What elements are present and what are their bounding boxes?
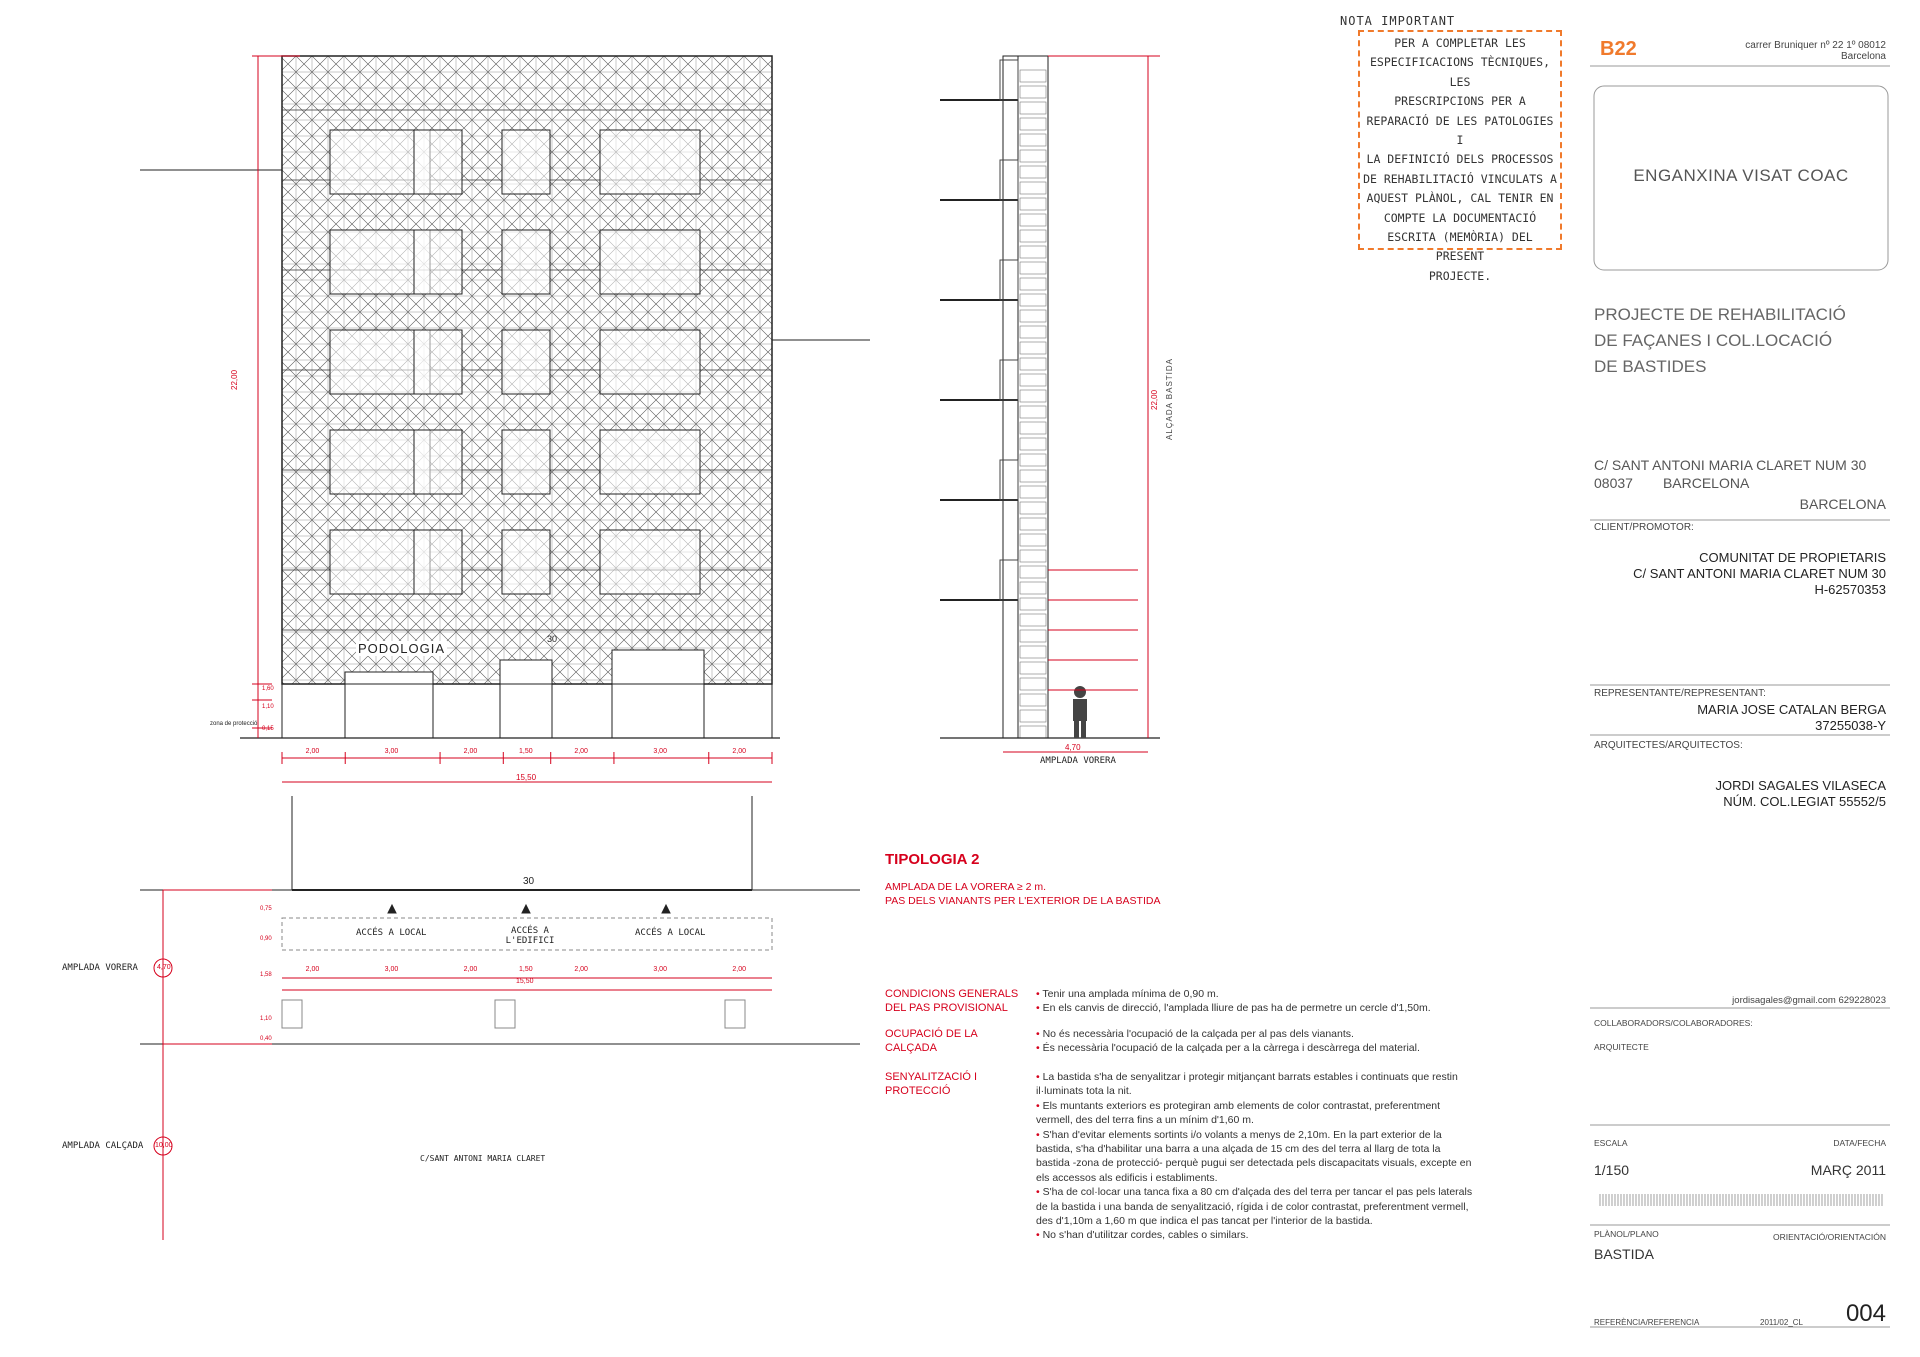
scaffold-module bbox=[1020, 262, 1046, 274]
representative-name: MARIA JOSE CATALAN BERGA bbox=[1697, 702, 1886, 717]
tipologia-subtitle-line: AMPLADA DE LA VORERA ≥ 2 m. bbox=[885, 881, 1046, 893]
road-width-label: AMPLADA CALÇADA bbox=[62, 1141, 144, 1151]
note-line: PRESCRIPCIONS PER A bbox=[1394, 94, 1526, 109]
elevation-height-dim: 22,00 bbox=[230, 369, 239, 390]
site-city-right: BARCELONA bbox=[1799, 496, 1886, 512]
scaffold-module bbox=[1020, 294, 1046, 306]
window bbox=[414, 130, 462, 194]
date-label: DATA/FECHA bbox=[1833, 1138, 1886, 1148]
condition-item: • No s'han d'utilitzar cordes, cables o similars. bbox=[1036, 1228, 1476, 1242]
plan-segment-dim: 2,00 bbox=[463, 966, 478, 973]
scaffold-module bbox=[1020, 582, 1046, 594]
condition-item: • Els muntants exteriors es protegiran amb elements de color contrastat, preferentment vermell, des del terra fins a un mínim d'1,60 m. bbox=[1036, 1099, 1476, 1128]
window bbox=[502, 430, 550, 494]
window bbox=[502, 230, 550, 294]
plan-building-number: 30 bbox=[523, 876, 535, 887]
scaffold-module bbox=[1020, 246, 1046, 258]
reference-label: REFERÈNCIA/REFERENCIA bbox=[1594, 1318, 1700, 1327]
window bbox=[600, 330, 700, 394]
site-zip: 08037 bbox=[1594, 475, 1633, 491]
sidewalk-width-value: 4,70 bbox=[157, 964, 171, 971]
scaffold-module bbox=[1020, 342, 1046, 354]
scaffold-module bbox=[1020, 182, 1046, 194]
plan-segment-dim: 3,00 bbox=[384, 966, 399, 973]
scaffold-module bbox=[1020, 118, 1046, 130]
scaffold-module bbox=[1020, 230, 1046, 242]
section-width-dim: 4,70 bbox=[1065, 743, 1081, 752]
project-title bbox=[1594, 302, 1846, 380]
visa-stamp-label: ENGANXINA VISAT COAC bbox=[1633, 166, 1849, 185]
plan-left-dim: 1,10 bbox=[260, 1016, 272, 1022]
site-address bbox=[1594, 456, 1866, 492]
plan-label: PLÀNOL/PLANO bbox=[1594, 1229, 1659, 1239]
window bbox=[502, 130, 550, 194]
condition-list bbox=[1036, 987, 1476, 1016]
section-vertical-label: ALÇADA BASTIDA bbox=[1165, 357, 1174, 440]
condition-list bbox=[1036, 1027, 1476, 1056]
plan-left-dim: 1,58 bbox=[260, 972, 272, 978]
sidewalk-width-label: AMPLADA VORERA bbox=[62, 963, 138, 973]
architect-license: NÚM. COL.LEGIAT 55552/5 bbox=[1723, 794, 1886, 809]
elevation-small-dim: 1,60 bbox=[262, 686, 274, 692]
client-block bbox=[1633, 550, 1886, 598]
window bbox=[600, 230, 700, 294]
site-city-row bbox=[1594, 474, 1866, 492]
building-number: 30 bbox=[547, 634, 558, 644]
scaffold-module bbox=[1020, 662, 1046, 674]
plan-left-dim: 0,90 bbox=[260, 936, 272, 942]
window bbox=[502, 530, 550, 594]
scaffold-module bbox=[1020, 518, 1046, 530]
tipologia-subtitle-line: PAS DELS VIANANTS PER L'EXTERIOR DE LA BASTIDA bbox=[885, 895, 1161, 907]
window bbox=[600, 430, 700, 494]
plan-left-dim: 0,75 bbox=[260, 906, 272, 912]
project-title-line: DE FAÇANES I COL.LOCACIÓ bbox=[1594, 331, 1833, 350]
window bbox=[600, 530, 700, 594]
scaffold-module bbox=[1020, 678, 1046, 690]
note-line: DE REHABILITACIÓ VINCULATS A bbox=[1363, 171, 1557, 186]
plan-segment-dim: 3,00 bbox=[653, 966, 667, 973]
elevation-segment-dim: 2,00 bbox=[732, 748, 746, 755]
condition-item: • No és necessària l'ocupació de la calçada per al pas dels vianants. bbox=[1036, 1027, 1476, 1041]
condition-item: • S'han d'evitar elements sortints i/o volants a menys de 2,10m. En la part exterior de la bastida, s'ha d'habilitar una barra a una alçada de 15 cm des del terra al llarg de tota la bastida -zona de protecció- perquè pugui ser detectada pels discapacitats visuals, excepte en els accessos als edificis i establiments. bbox=[1036, 1128, 1476, 1186]
plan-segment-dim: 1,50 bbox=[519, 966, 533, 973]
representative-label: REPRESENTANTE/REPRESENTANT: bbox=[1594, 688, 1766, 699]
scaffold-module bbox=[1020, 278, 1046, 290]
plan-segment-dim: 2,00 bbox=[574, 966, 588, 973]
elevation-segment-dim: 3,00 bbox=[384, 748, 399, 755]
elevation-segment-dim: 1,50 bbox=[519, 748, 533, 755]
date-value: MARÇ 2011 bbox=[1810, 1162, 1886, 1178]
note-line: AQUEST PLÀNOL, CAL TENIR EN bbox=[1366, 191, 1554, 206]
architects-block bbox=[1715, 778, 1886, 810]
scaffold-module bbox=[1020, 710, 1046, 722]
scaffold-module bbox=[1020, 470, 1046, 482]
note-line: PROJECTE. bbox=[1428, 268, 1492, 283]
project-title-line: PROJECTE DE REHABILITACIÓ bbox=[1594, 305, 1846, 324]
scaffold-module bbox=[1020, 310, 1046, 322]
window bbox=[414, 430, 462, 494]
elevation-segment-dim: 2,00 bbox=[574, 748, 588, 755]
site-street: C/ SANT ANTONI MARIA CLARET NUM 30 bbox=[1594, 457, 1867, 473]
office-address bbox=[1745, 40, 1886, 62]
sheet-number: 004 bbox=[1845, 1300, 1886, 1327]
condition-list bbox=[1036, 1070, 1476, 1243]
scaffold-module bbox=[1020, 598, 1046, 610]
plan-segment-dim: 2,00 bbox=[732, 966, 746, 973]
note-line: COMPTE LA DOCUMENTACIÓ bbox=[1383, 210, 1537, 225]
elevation-segment-dim: 3,00 bbox=[653, 748, 667, 755]
scaffold-module bbox=[1020, 374, 1046, 386]
scaffold-module bbox=[1020, 646, 1046, 658]
elevation-small-dim: 0,15 bbox=[262, 726, 274, 732]
client-line: H-62570353 bbox=[1814, 582, 1886, 597]
note-line: ESCRITA (MEMÒRIA) DEL PRESENT bbox=[1387, 230, 1533, 264]
scaffold-module bbox=[1020, 438, 1046, 450]
client-line: C/ SANT ANTONI MARIA CLARET NUM 30 bbox=[1633, 566, 1886, 581]
architects-label: ARQUITECTES/ARQUITECTOS: bbox=[1594, 740, 1743, 751]
logo: B22 bbox=[1600, 38, 1637, 60]
note-line: PER A COMPLETAR LES bbox=[1394, 36, 1526, 50]
project-title-line: DE BASTIDES bbox=[1594, 357, 1707, 376]
scaffold-module bbox=[1020, 134, 1046, 146]
note-title: NOTA IMPORTANT bbox=[1340, 14, 1456, 28]
client-line: COMUNITAT DE PROPIETARIS bbox=[1699, 550, 1886, 565]
scaffold-module bbox=[1020, 214, 1046, 226]
scale-label: ESCALA bbox=[1594, 1138, 1628, 1148]
road-width-value: 10,00 bbox=[155, 1142, 173, 1149]
condition-item: • És necessària l'ocupació de la calçada per a la càrrega i descàrrega del material. bbox=[1036, 1041, 1476, 1055]
shop-sign: PODOLOGIA bbox=[358, 641, 446, 656]
condition-item: • Tenir una amplada mínima de 0,90 m. bbox=[1036, 987, 1476, 1001]
plan-view bbox=[140, 796, 860, 1240]
plan-left-dim: 0,40 bbox=[260, 1036, 272, 1042]
scaffold-module bbox=[1020, 630, 1046, 642]
street-name: C/SANT ANTONI MARIA CLARET bbox=[420, 1154, 546, 1163]
elevation-facade bbox=[140, 56, 870, 738]
plan-segment-dim: 2,00 bbox=[305, 966, 320, 973]
scaffold-module bbox=[1020, 726, 1046, 738]
tipologia-title: TIPOLOGIA 2 bbox=[885, 851, 980, 868]
condition-heading: CONDICIONS GENERALS DEL PAS PROVISIONAL bbox=[885, 988, 1019, 1014]
condition-item: • La bastida s'ha de senyalitzar i protegir mitjançant barrats estables i continuats que restin il·luminats tota la nit. bbox=[1036, 1070, 1476, 1099]
tipologia-subtitle bbox=[885, 880, 1160, 908]
architect-name: JORDI SAGALES VILASECA bbox=[1715, 778, 1886, 793]
access-building: ACCÉS A L'EDIFICI bbox=[505, 926, 555, 946]
access-local-1: ACCÉS A LOCAL bbox=[356, 928, 427, 938]
section-width-label: AMPLADA VORERA bbox=[1040, 756, 1116, 766]
window bbox=[414, 530, 462, 594]
scaffold-module bbox=[1020, 390, 1046, 402]
elevation-segment-dim: 2,00 bbox=[305, 748, 320, 755]
scaffold-module bbox=[1020, 70, 1046, 82]
elevation-small-dim: 1,10 bbox=[262, 704, 274, 710]
scaffold-module bbox=[1020, 694, 1046, 706]
condition-item: • S'ha de col·locar una tanca fixa a 80 cm d'alçada des del terra per tancar el pas pels laterals de la bastida i una banda de senyalització, rígida i de color contrastat, preferentment vermell, des d'1,10m a 1,60 m que indica el pas tancat per l'interior de la bastida. bbox=[1036, 1185, 1476, 1228]
reference-value: 2011/02_CL bbox=[1760, 1318, 1803, 1327]
access-local-2: ACCÉS A LOCAL bbox=[635, 928, 706, 938]
condition-heading: OCUPACIÓ DE LA CALÇADA bbox=[885, 1028, 978, 1054]
elevation-total-dim: 15,50 bbox=[516, 773, 537, 782]
condition-item: • En els canvis de direcció, l'amplada lliure de pas ha de permetre un cercle d'1,50m. bbox=[1036, 1001, 1476, 1015]
scaffold-module bbox=[1020, 422, 1046, 434]
window bbox=[414, 230, 462, 294]
scaffold-module bbox=[1020, 486, 1046, 498]
scaffold-module bbox=[1020, 198, 1046, 210]
plan-name: BASTIDA bbox=[1594, 1246, 1654, 1262]
office-address-line: carrer Bruniquer nº 22 1º 08012 bbox=[1745, 40, 1886, 51]
site-city: BARCELONA bbox=[1662, 475, 1750, 491]
scaffold-module bbox=[1020, 614, 1046, 626]
representative-block bbox=[1697, 702, 1886, 734]
section-height-dim: 22,00 bbox=[1150, 389, 1159, 410]
office-address-city: Barcelona bbox=[1840, 51, 1886, 62]
collaborators-label: COLLABORADORS/COLABORADORES: bbox=[1594, 1018, 1753, 1028]
scaffold-module bbox=[1020, 150, 1046, 162]
scaffold-section bbox=[940, 56, 1160, 752]
scaffold-module bbox=[1020, 550, 1046, 562]
contact-info: jordisagales@gmail.com 629228023 bbox=[1732, 995, 1886, 1006]
scaffold-module bbox=[1020, 166, 1046, 178]
note-line: ESPECIFICACIONS TÈCNIQUES, LES bbox=[1369, 55, 1550, 89]
scaffold-module bbox=[1020, 534, 1046, 546]
note-text bbox=[1360, 32, 1560, 286]
elevation-segment-dim: 2,00 bbox=[463, 748, 478, 755]
collaborator-role: ARQUITECTE bbox=[1594, 1042, 1649, 1052]
representative-id: 37255038-Y bbox=[1815, 718, 1886, 733]
scaffold-module bbox=[1020, 358, 1046, 370]
note-line: LA DEFINICIÓ DELS PROCESSOS bbox=[1366, 152, 1554, 167]
scaffold-module bbox=[1020, 566, 1046, 578]
note-box bbox=[1358, 30, 1562, 283]
protection-zone-label: zona de protecció bbox=[210, 721, 258, 727]
client-label: CLIENT/PROMOTOR: bbox=[1594, 522, 1694, 533]
window bbox=[414, 330, 462, 394]
scaffold-module bbox=[1020, 326, 1046, 338]
window bbox=[502, 330, 550, 394]
scaffold-module bbox=[1020, 102, 1046, 114]
scaffold-module bbox=[1020, 454, 1046, 466]
note-line: REPARACIÓ DE LES PATOLOGIES I bbox=[1366, 113, 1554, 148]
plan-total-dim: 15,50 bbox=[516, 978, 534, 985]
condition-heading: SENYALITZACIÓ I PROTECCIÓ bbox=[885, 1071, 978, 1097]
scaffold-module bbox=[1020, 406, 1046, 418]
orientation-label: ORIENTACIÓ/ORIENTACIÓN bbox=[1772, 1232, 1886, 1242]
scaffold-module bbox=[1020, 502, 1046, 514]
scale-value: 1/150 bbox=[1594, 1162, 1630, 1178]
window bbox=[600, 130, 700, 194]
scaffold-module bbox=[1020, 86, 1046, 98]
